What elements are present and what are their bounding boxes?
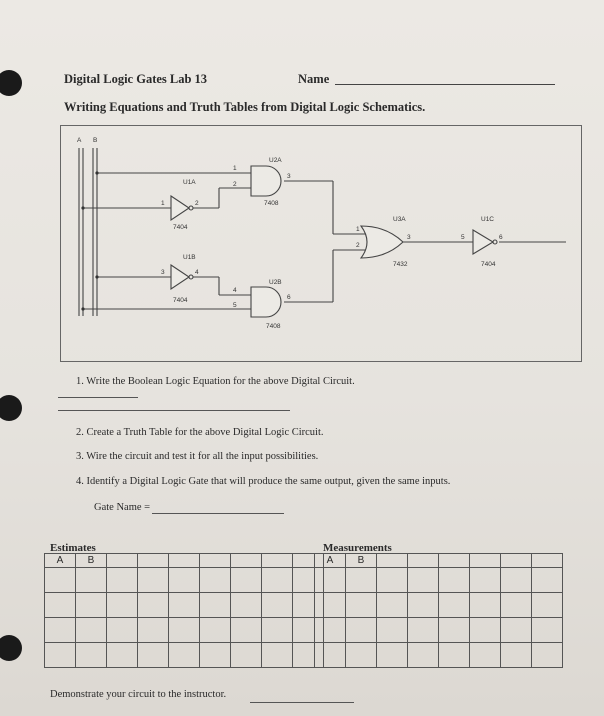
question-3: 3. Wire the circuit and test it for all the input possibilities. — [76, 451, 319, 462]
col-a-header: A — [315, 554, 346, 568]
question-4: 4. Identify a Digital Logic Gate that will produce the same output, given the same inputs. — [76, 476, 451, 487]
table-row[interactable] — [45, 568, 324, 593]
u1a-part: 7404 — [173, 224, 188, 231]
instructor-signoff-line[interactable] — [250, 702, 354, 703]
estimates-label: Estimates — [50, 542, 96, 554]
u1c-ref: U1C — [481, 216, 495, 223]
u3a-pin-in1: 1 — [356, 226, 360, 233]
col-a-header: A — [45, 554, 76, 568]
table-row[interactable] — [315, 593, 563, 618]
input-b-label: B — [93, 137, 98, 144]
u2b-pin-in2: 5 — [233, 302, 237, 309]
input-a-label: A — [77, 137, 82, 144]
u1c-part: 7404 — [481, 261, 496, 268]
gate-name-field[interactable] — [152, 513, 284, 514]
u2a-pin-out: 3 — [287, 173, 291, 180]
binder-hole — [0, 395, 22, 421]
u3a-pin-in2: 2 — [356, 242, 360, 249]
footer-instruction: Demonstrate your circuit to the instructor. — [50, 689, 227, 700]
u2a-ref: U2A — [269, 157, 282, 164]
schematic-drawing — [61, 126, 581, 361]
table-row[interactable] — [45, 643, 324, 668]
measurements-label: Measurements — [323, 542, 392, 554]
table-row[interactable] — [45, 618, 324, 643]
gate-name-label: Gate Name = — [94, 502, 151, 513]
u2b-pin-in1: 4 — [233, 287, 237, 294]
table-row[interactable] — [45, 593, 324, 618]
estimates-table — [44, 553, 324, 668]
u2a-pin-in1: 1 — [233, 165, 237, 172]
binder-hole — [0, 635, 22, 661]
u1a-pin-out: 2 — [195, 200, 199, 207]
u1c-pin-in: 5 — [461, 234, 465, 241]
u2b-pin-out: 6 — [287, 294, 291, 301]
name-label: Name — [298, 72, 330, 86]
table-row[interactable] — [315, 568, 563, 593]
u3a-pin-out: 3 — [407, 234, 411, 241]
answer-line[interactable] — [58, 410, 290, 411]
u2a-pin-in2: 2 — [233, 181, 237, 188]
u3a-ref: U3A — [393, 216, 406, 223]
u1b-pin-in: 3 — [161, 269, 165, 276]
answer-line[interactable] — [58, 397, 138, 398]
u2b-ref: U2B — [269, 279, 282, 286]
lab-subtitle: Writing Equations and Truth Tables from Digital Logic Schematics. — [64, 100, 426, 114]
measurements-table — [314, 553, 563, 668]
logic-schematic — [60, 125, 582, 362]
lab-title: Digital Logic Gates Lab 13 — [64, 72, 208, 86]
u1b-pin-out: 4 — [195, 269, 199, 276]
u2a-part: 7408 — [264, 200, 279, 207]
u1a-pin-in: 1 — [161, 200, 165, 207]
col-b-header: B — [76, 554, 107, 568]
table-row[interactable] — [315, 643, 563, 668]
name-field[interactable] — [335, 84, 555, 85]
binder-hole — [0, 70, 22, 96]
u1a-ref: U1A — [183, 179, 196, 186]
table-row[interactable] — [315, 618, 563, 643]
u1b-part: 7404 — [173, 297, 188, 304]
u1b-ref: U1B — [183, 254, 196, 261]
col-b-header: B — [346, 554, 377, 568]
u3a-part: 7432 — [393, 261, 408, 268]
u1c-pin-out: 6 — [499, 234, 503, 241]
u2b-part: 7408 — [266, 323, 281, 330]
question-1: 1. Write the Boolean Logic Equation for the above Digital Circuit. — [76, 376, 355, 387]
question-2: 2. Create a Truth Table for the above Digital Logic Circuit. — [76, 427, 324, 438]
